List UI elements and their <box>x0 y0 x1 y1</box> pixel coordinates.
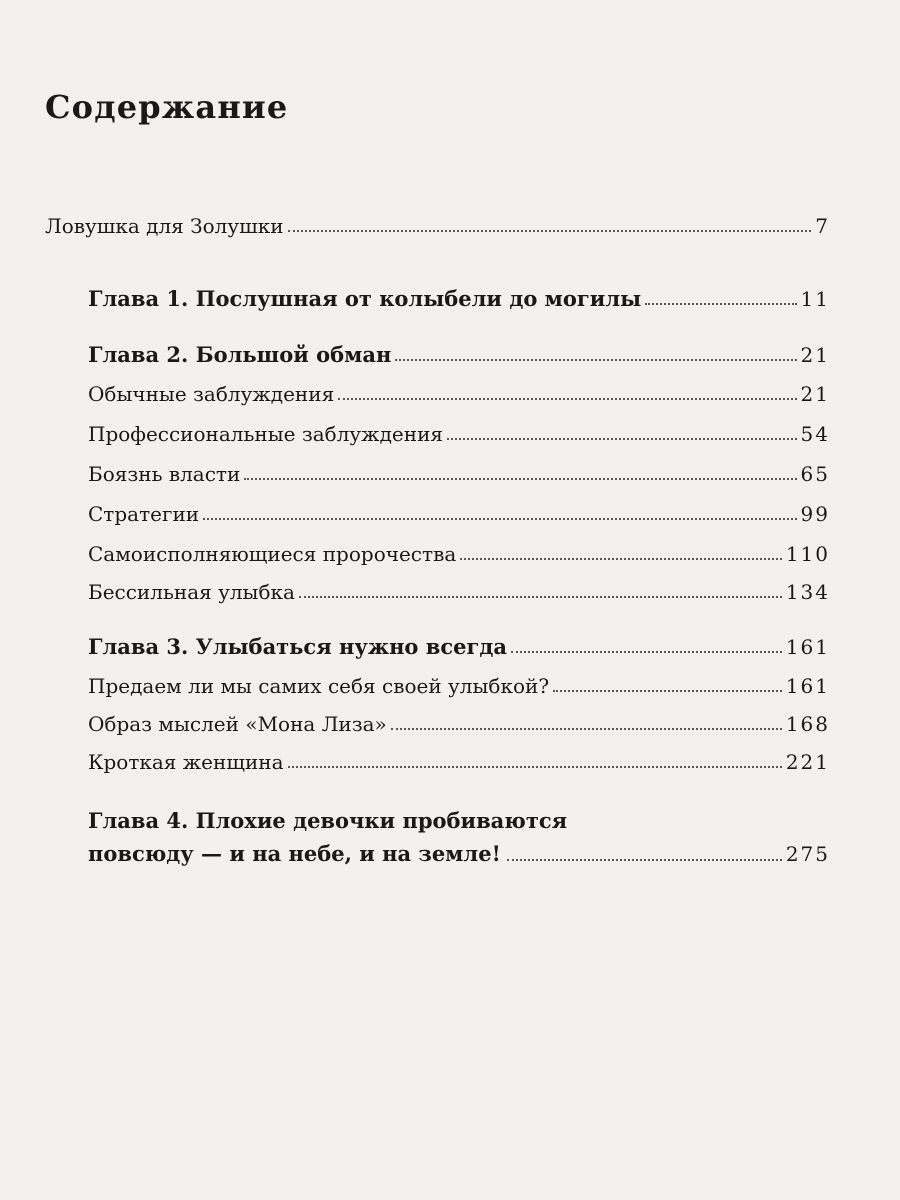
toc-entry-section[interactable] <box>88 423 830 445</box>
toc-page-number: 65 <box>800 462 830 486</box>
toc-page-number: 161 <box>785 635 830 660</box>
dot-leader <box>203 518 796 520</box>
dot-leader <box>511 651 782 653</box>
toc-entry-section[interactable] <box>88 581 830 603</box>
toc-entry-label: Глава 2. Большой обман <box>88 342 392 367</box>
toc-page-number: 161 <box>785 674 830 698</box>
toc-entry-label: Обычные заблуждения <box>88 382 335 406</box>
dot-leader <box>395 359 796 361</box>
toc-entry-row <box>88 841 830 866</box>
dot-leader <box>645 303 796 305</box>
dot-leader <box>553 690 782 692</box>
toc-page-number: 99 <box>800 502 830 526</box>
toc-page-number: 7 <box>815 214 830 238</box>
toc-entry-chapter-2[interactable] <box>88 343 830 366</box>
toc-entry-label-line-1: Глава 4. Плохие девочки пробиваются <box>88 808 568 833</box>
toc-entry-chapter-1[interactable] <box>88 287 830 310</box>
toc-page-number: 21 <box>800 343 830 368</box>
toc-entry-intro[interactable] <box>45 215 830 237</box>
toc-entry-label: Кроткая женщина <box>88 750 284 774</box>
toc-entry-section[interactable] <box>88 675 830 697</box>
page-title: Содержание <box>45 88 289 126</box>
toc-entry-section[interactable] <box>88 383 830 405</box>
toc-entry-section[interactable] <box>88 543 830 565</box>
toc-entry-label: Профессиональные заблуждения <box>88 422 444 446</box>
toc-entry-label: Предаем ли мы самих себя своей улыбкой? <box>88 674 550 698</box>
toc-page-number: 134 <box>785 580 830 604</box>
toc-entry-label: Образ мыслей «Мона Лиза» <box>88 712 387 736</box>
toc-entry-label: Глава 3. Улыбаться нужно всегда <box>88 634 507 659</box>
toc-entry-label: Самоисполняющиеся пророчества <box>88 542 457 566</box>
toc-entry-chapter-3[interactable] <box>88 635 830 658</box>
toc-entry-section[interactable] <box>88 503 830 525</box>
toc-page-number: 275 <box>785 842 830 867</box>
dot-leader <box>288 766 782 768</box>
toc-entry-section[interactable] <box>88 463 830 485</box>
dot-leader <box>447 438 797 440</box>
dot-leader <box>299 596 782 598</box>
toc-entry-label: Боязнь власти <box>88 462 241 486</box>
toc-entry-label: Ловушка для Золушки <box>45 214 284 238</box>
dot-leader <box>244 478 796 480</box>
toc-entry-section[interactable] <box>88 751 830 773</box>
toc-entry-chapter-4[interactable] <box>88 808 830 866</box>
toc-page-number: 54 <box>800 422 830 446</box>
dot-leader <box>391 728 782 730</box>
toc-page-number: 11 <box>800 287 830 312</box>
dot-leader <box>507 859 782 861</box>
toc-entry-label: Стратегии <box>88 502 200 526</box>
dot-leader <box>338 398 796 400</box>
dot-leader <box>288 230 812 232</box>
toc-entry-section[interactable] <box>88 713 830 735</box>
toc-page-number: 110 <box>785 542 830 566</box>
toc-page-number: 221 <box>785 750 830 774</box>
dot-leader <box>460 558 782 560</box>
toc-entry-label: Бессильная улыбка <box>88 580 295 604</box>
toc-page-number: 21 <box>800 382 830 406</box>
toc-entry-label: Глава 1. Послушная от колыбели до могилы <box>88 286 642 311</box>
toc-entry-label-line-2: повсюду — и на небе, и на земле! <box>88 841 501 867</box>
toc-page-number: 168 <box>785 712 830 736</box>
